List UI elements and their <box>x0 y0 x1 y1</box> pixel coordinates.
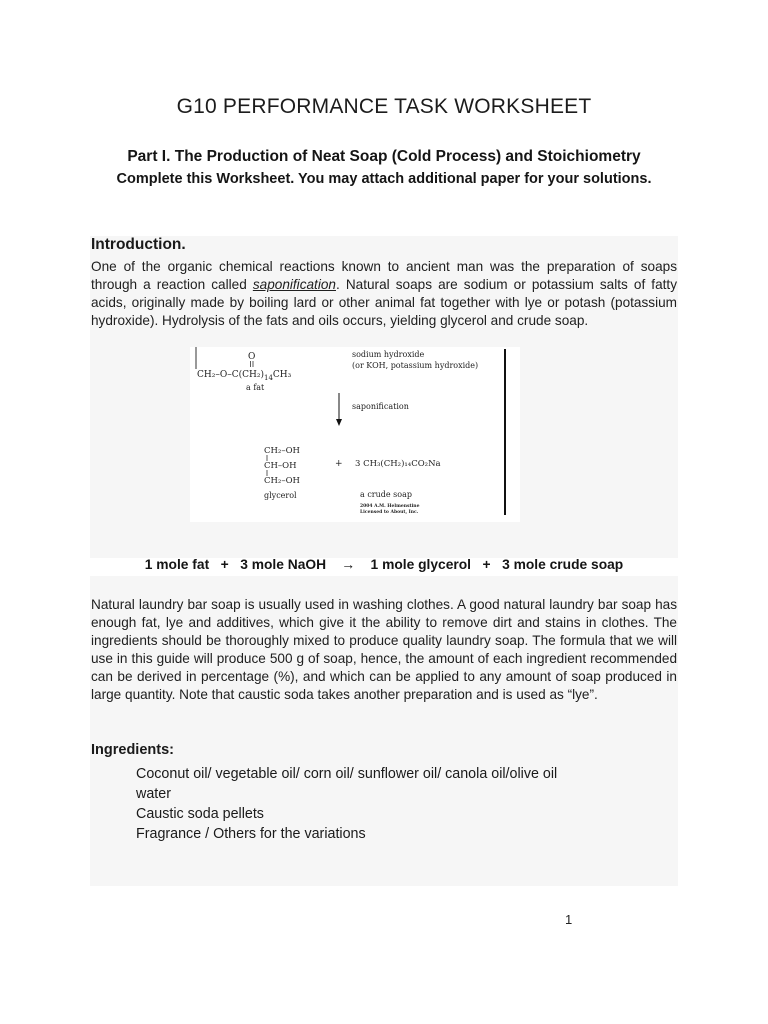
introduction-paragraph <box>91 258 677 330</box>
intro-text-end: . Natural soaps are sodium or potassium salts of fatty acids, originally made by boiling lard or other animal fat together with lye or potash (potassium hydroxide). Hydrolysis of the fats and oils occurs, yielding glycerol and crude soap. <box>91 277 677 328</box>
reaction-scheme <box>190 347 520 522</box>
ingredients-list <box>136 764 557 844</box>
saponification-term: saponification <box>252 277 336 292</box>
list-item: water <box>136 786 171 802</box>
glycerol-row-2: CH–OH <box>264 461 297 471</box>
page-number: 1 <box>565 912 573 927</box>
page-title: G10 PERFORMANCE TASK WORKSHEET <box>176 95 592 118</box>
credit-line-1: 2004 A.M. Helmenstine <box>360 504 420 509</box>
fat-label: a fat <box>246 383 265 392</box>
mole-equation: 1 mole fat + 3 mole NaOH → 1 mole glycerol + 3 mole crude soap <box>144 557 624 572</box>
fat-formula: CH₂–$O-C(CH_2)_{14}CH_3$ <box>197 370 292 382</box>
instruction-text: Complete this Worksheet. You may attach additional paper for your solutions. <box>116 171 652 187</box>
plus-sign: + <box>335 459 343 469</box>
soap-formula: 3 CH₃(CH₂)₁₄CO₂Na <box>355 459 441 469</box>
credit-line-2: Licensed to About, Inc. <box>360 510 419 515</box>
list-item: Fragrance / Others for the variations <box>136 826 366 842</box>
glycerol-row-3: CH₂–OH <box>264 476 300 486</box>
list-item: Coconut oil/ vegetable oil/ corn oil/ sunflower oil/ canola oil/olive oil <box>136 766 558 782</box>
part-heading: Part I. The Production of Neat Soap (Cold Process) and Stoichiometry <box>127 148 641 165</box>
list-item: Caustic soda pellets <box>136 806 264 822</box>
carbonyl-oxygen: O <box>248 352 256 362</box>
reagent-line-2: (or KOH, potassium hydroxide) <box>352 361 479 370</box>
glycerol-label: glycerol <box>264 491 297 500</box>
introduction-heading: Introduction. <box>91 236 186 253</box>
reaction-arrow-head <box>336 419 342 426</box>
body-paragraph: Natural laundry bar soap is usually used in washing clothes. A good natural laundry bar soap has enough fat, lye and additives, which give it the ability to remove dirt and stains in clothes. The ingredients should be thoroughly mixed to produce quality laundry soap. The formula that we will use in this guide will produce 500 g of soap, hence, the amount of each ingredient recommended can be derived in percentage (%), and which can be applied to any amount of soap produced in large quantity. Note that caustic soda takes another preparation and is used as “lye”. <box>91 597 677 702</box>
process-label: saponification <box>352 402 409 411</box>
ingredients-heading: Ingredients: <box>91 742 174 758</box>
reagent-line-1: sodium hydroxide <box>352 350 425 359</box>
soap-label: a crude soap <box>360 490 412 499</box>
saponification-diagram <box>190 347 520 522</box>
glycerol-row-1: CH₂–OH <box>264 446 300 456</box>
intro-text-start: One of the organic chemical reactions known to ancient man was the preparation of soaps through a reaction called <box>91 259 677 292</box>
